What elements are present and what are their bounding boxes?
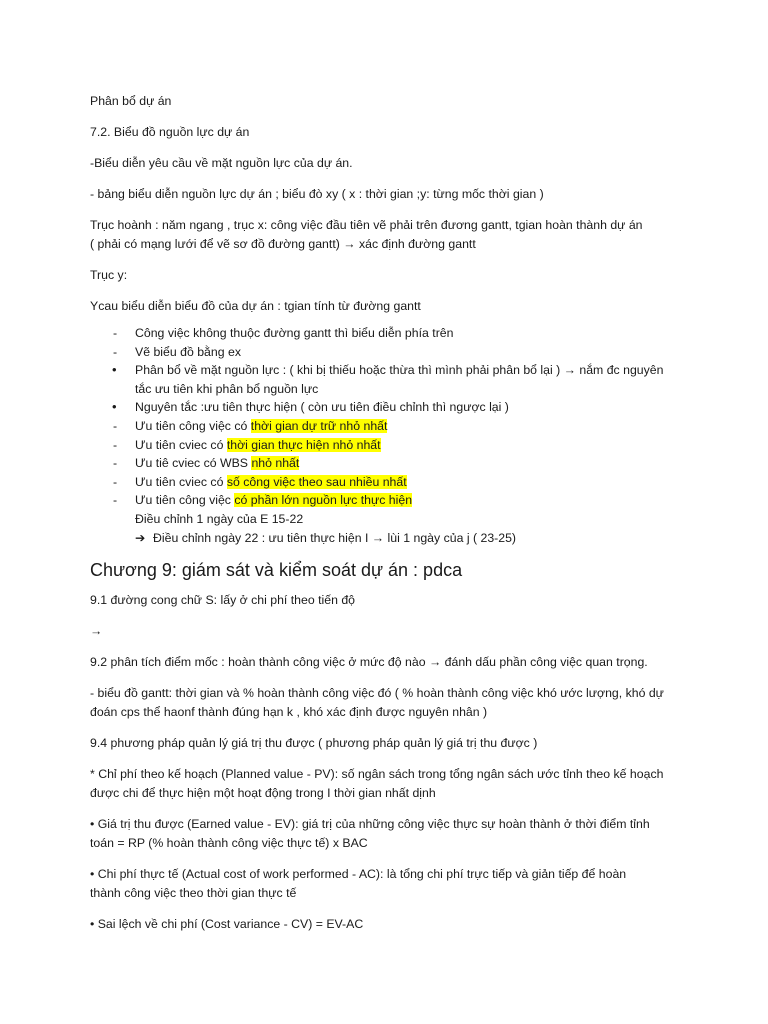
paragraph: * Chỉ phí theo kế hoạch (Planned value - PV): số ngân sách trong tổng ngân sách ước tỉnh theo kế hoạch (90, 767, 664, 782)
bullet-marker: • (112, 399, 117, 415)
arrow-icon: ➔ (135, 530, 146, 545)
sub-note-arrow: ➔ Điều chỉnh ngày 22 : ưu tiên thực hiện I → lùi 1 ngày của j ( 23-25) (90, 529, 690, 548)
highlighted-text: thời gian thực hiện nhỏ nhất (226, 437, 381, 452)
bullet-marker: • (112, 362, 117, 378)
paragraph: • Giá trị thu được (Earned value - EV): giá trị của những công việc thực sự hoàn thành ở thời điểm tỉnh (90, 817, 650, 832)
paragraph: • Sai lệch về chi phí (Cost variance - CV) = EV-AC (90, 917, 364, 932)
dash-marker: - (113, 493, 118, 508)
paragraph: 9.4 phương pháp quản lý giá trị thu được ( phương pháp quản lý giá trị thu được ) (90, 736, 538, 751)
dash-marker: - (113, 437, 118, 452)
list-item: • Phân bổ về mặt nguồn lực : ( khi bị thiếu hoặc thừa thì mình phải phân bổ lại ) → nắm đc nguyên tắc ưu tiên khi phân bổ nguồn lực (112, 362, 664, 396)
list-item: - Ưu tiên cviec có thời gian thực hiện nhỏ nhất (90, 436, 690, 455)
dash-marker: - (113, 326, 118, 340)
highlighted-text: số công việc theo sau nhiều nhất (226, 474, 407, 489)
paragraph: Ycau biểu diễn biểu đồ của dự án : tgian tính từ đường gantt (90, 299, 421, 313)
list-item: - Ưu tiên công việc có phần lớn nguồn lực thực hiện (90, 491, 690, 510)
doc-title: Phân bổ dự án (90, 94, 172, 108)
chapter-heading: Chương 9: giám sát và kiểm soát dự án : pdca (90, 560, 463, 581)
list-item: - Ưu tiê cviec có WBS nhỏ nhất (90, 454, 690, 473)
list-item: - Ưu tiên cviec có số công việc theo sau nhiều nhất (90, 473, 690, 492)
highlighted-text: thời gian dự trữ nhỏ nhất (250, 418, 388, 433)
paragraph: - bảng biểu diễn nguồn lực dự án ; biểu đò xy ( x : thời gian ;y: từng mốc thời gian ) (90, 187, 544, 201)
highlighted-text: có phần lớn nguồn lực thực hiện (234, 493, 413, 508)
dash-marker: - (113, 418, 118, 433)
dash-marker: - (113, 474, 118, 489)
paragraph: 9.2 phân tích điểm mốc : hoàn thành công việc ở mức độ nào → đánh dấu phần công việc quan trọng. (90, 655, 648, 670)
paragraph: ( phải có mạng lưới để vẽ sơ đồ đường gantt) → xác định đường gantt (90, 237, 476, 251)
list-item: - Ưu tiên công việc có thời gian dự trữ nhỏ nhất (90, 417, 690, 436)
paragraph: -Biểu diễn yêu cầu về mặt nguồn lực của dự án. (90, 156, 353, 170)
section-heading: 7.2. Biểu đồ nguồn lực dự án (90, 125, 250, 139)
paragraph: được chi để thực hiện một hoạt động trong I thời gian nhất dịnh (90, 786, 436, 801)
dash-marker: - (113, 344, 118, 359)
highlighted-text: nhỏ nhất (251, 456, 300, 471)
paragraph: • Chi phí thực tế (Actual cost of work performed - AC): là tổng chi phí trực tiếp và giản tiếp để hoàn (90, 867, 627, 882)
paragraph: thành công việc theo thời gian thực tế (90, 886, 297, 901)
priority-list (90, 324, 690, 510)
document-page (90, 92, 690, 934)
paragraph: toán = RP (% hoàn thành công việc thực tế) x BAC (90, 836, 368, 851)
paragraph: đoán cps thể haonf thành đúng hạn k , khó xác định được nguyên nhân ) (90, 705, 488, 720)
paragraph: - biểu đồ gantt: thời gian và % hoàn thành công việc đó ( % hoàn thành công việc khó ước lượng, khó dự (90, 686, 664, 701)
sub-note: Điều chỉnh 1 ngày của E 15-22 (135, 511, 304, 526)
paragraph: 9.1 đường cong chữ S: lấy ở chi phí theo tiến độ (90, 593, 356, 608)
paragraph: Trục hoành : năm ngang , trục x: công việc đầu tiên vẽ phải trên đương gantt, tgian hoàn thành dự án (90, 218, 643, 232)
dash-marker: - (113, 456, 118, 471)
list-item: • Nguyên tắc :ưu tiên thực hiện ( còn ưu tiên điều chỉnh thì ngược lại ) (90, 398, 690, 417)
list-item: - Vẽ biểu đồ bằng ex (90, 343, 690, 362)
arrow-line: → (90, 624, 103, 639)
list-item: - Công việc không thuộc đường gantt thì biểu diễn phía trên (90, 324, 690, 343)
paragraph: Trục y: (90, 268, 128, 282)
